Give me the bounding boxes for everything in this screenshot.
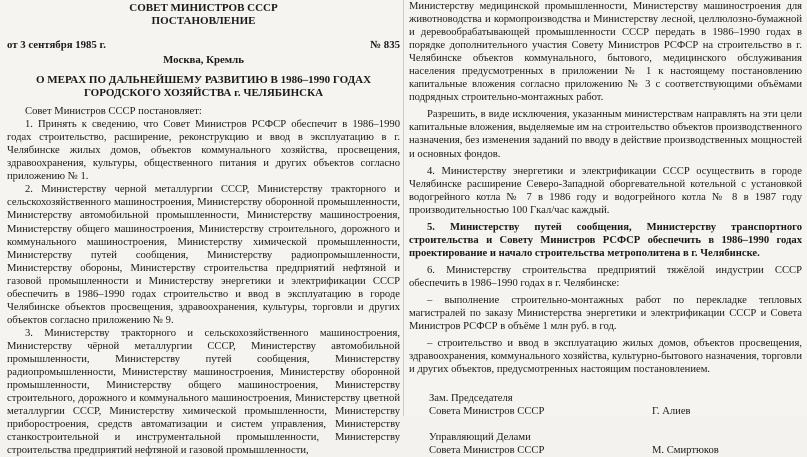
signature-2-position-line-1: Управляющий Делами <box>429 432 531 444</box>
signature-1-position-line-2: Совета Министров СССР <box>429 406 545 418</box>
signature-1-row <box>429 405 802 418</box>
paragraph-6-item-a: – выполнение строительно-монтажных работ по перекладке тепловых магистралей по заказу Министерства энергетики и электрификации СССР и Совета Министров РСФСР в объёме 1 млн руб. в год. <box>409 294 802 333</box>
document-title <box>7 74 400 100</box>
paragraph-6: 6. Министерству строительства предприятий тяжёлой индустрии СССР обеспечить в 1986–1990 годах в г. Челябинске: <box>409 264 802 289</box>
signature-2-row <box>429 444 802 457</box>
date-line <box>7 39 400 52</box>
preamble: Совет Министров СССР постановляет: <box>25 106 202 118</box>
document-title-line-2: ГОРОДСКОГО ХОЗЯЙСТВА г. ЧЕЛЯБИНСКА <box>83 87 324 100</box>
signature-1-name: Г. Алиев <box>652 406 691 418</box>
left-column <box>7 0 400 457</box>
signature-block-1 <box>429 392 802 418</box>
document-place: Москва, Кремль <box>163 54 244 67</box>
document-number: № 835 <box>370 39 400 51</box>
document-date: от 3 сентября 1985 г. <box>7 39 106 51</box>
paragraph-3-continued: Министерству медицинской промышленности, Министерству машиностроения для животноводства и кормопроизводства и Министерству лесной, целлюлозно-бумажной и деревообрабатывающей промышленности СССР передать в 1986–1990 годах в порядке дополнительного участия Совету Министров РСФСР на строительство в г. Челябинске объектов коммунального, бытового, медицинского обслуживания населения предусмотренных в приложении № 1 к настоящему постановлению капитальные вложения согласно приложению № 3 с соответствующими объёмами подрядных строительно-монтажных работ. <box>409 1 802 104</box>
signature-block-2 <box>429 431 802 457</box>
paragraph-4: 4. Министерству энергетики и электрификации СССР осуществить в городе Челябинске расширение Северо-Западной оборгевательной котельной с установкой водогрейного котла № 7 в 1986 году и водогрейного котла № 8 в 1987 году производительностью 100 Гкал/час каждый. <box>409 165 802 216</box>
paragraph-6-item-b: – строительство и ввод в эксплуатацию жилых домов, объектов просвещения, здравоохранения, коммунального хозяйства, культурно-бытового назначения, торговли и других объектов, предусмотренных настоящим постановлением. <box>409 338 802 376</box>
document-type-heading: ПОСТАНОВЛЕНИЕ <box>151 15 256 27</box>
signature-1-position-line-1: Зам. Председателя <box>429 393 513 405</box>
paragraph-3-exception: Разрешить, в виде исключения, указанным министерствам направлять на эти цели капитальные вложения, выделяемые им на строительство объектов производственного назначения, без изменения заданий по вводу в действие производственных мощностей и основных фондов. <box>409 109 802 160</box>
paragraph-2: 2. Министерству черной металлургии СССР, Министерству тракторного и сельскохозяйственного машиностроения, Министерству оборонной промышленности, Министерству автомобильной промышленности, Министерству машиностроения, Министерству общего машиностроения, Министерству строительного, дорожного и коммунального машиностроения, Министерству химической промышленности, Министерству путей сообщения, Министерству радиопромышленности, Министерству обороны, Министерству строительства предприятий нефтяной и газовой промышленности и Министерству энергетики и электрификации СССР обеспечить в 1986–1990 годах строительство и ввод в эксплуатацию в городе Челябинске объектов просвещения, здравоохранения, культуры, торговли и других объектов согласно приложению № 9. <box>7 184 400 326</box>
signature-2-name: М. Смиртюков <box>652 445 719 457</box>
right-column <box>409 0 802 457</box>
paragraph-3: 3. Министерству тракторного и сельскохозяйственного машиностроения, Министерству чёрной металлургии СССР, Министерству автомобильной промышленности, Министерству путей сообщения, Министерству радиопромышленности, Министерству машиностроения, Министерству оборонной промышленности, Министерству общего машиностроения, Министерству строительного, дорожного и коммунального машиностроения, Министерству цветной металлургии СССР, Министерству химической промышленности, Министерству приборостроения, средств автоматизации и систем управления, Министерству станкостроительной и инструментальной промышленности, Министерству строительства предприятий нефтяной и газовой промышленности, <box>7 327 400 457</box>
issuer-heading: СОВЕТ МИНИСТРОВ СССР <box>129 2 278 14</box>
document-title-line-1: О МЕРАХ ПО ДАЛЬНЕЙШЕМУ РАЗВИТИЮ В 1986–1990 ГОДАХ <box>35 74 372 87</box>
signature-2-position-line-2: Совета Министров СССР <box>429 445 545 457</box>
column-divider <box>403 0 404 416</box>
paragraph-1: 1. Принять к сведению, что Совет Министров РСФСР обеспечит в 1986–1990 годах строительство, расширение, реконструкцию и ввод в эксплуатацию в г. Челябинске жилых домов, объектов коммунального хозяйства, просвещения, здравоохранения, культуры, общественного питания и других объектов согласно приложению № 1. <box>7 119 400 183</box>
paragraph-5: 5. Министерству путей сообщения, Министерству транспортного строительства и Совету Министров РСФСР обеспечить в 1986–1990 годах проектирование и начало строительства метрополитена в г. Челябинске. <box>409 221 802 259</box>
